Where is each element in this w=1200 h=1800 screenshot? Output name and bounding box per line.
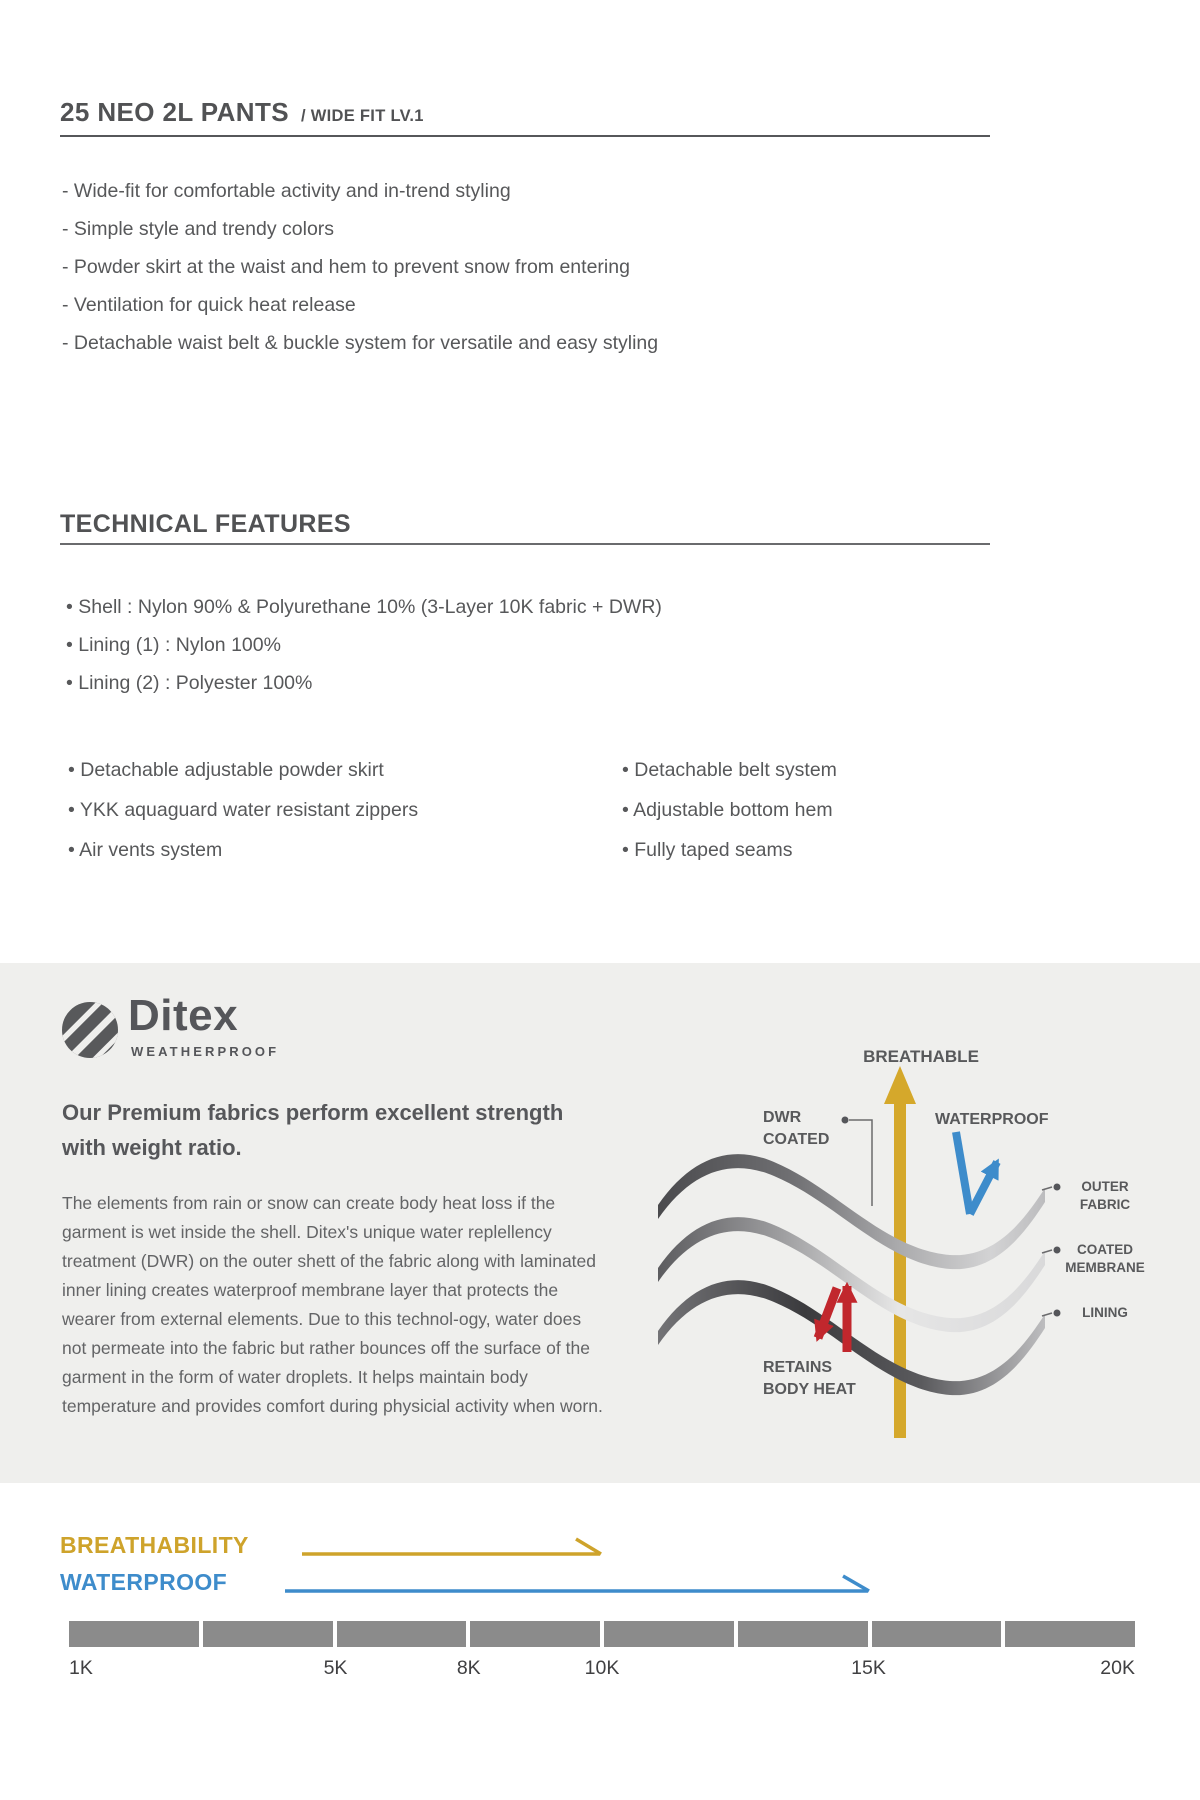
scale-segment xyxy=(203,1621,333,1647)
tech-item: • Detachable adjustable powder skirt xyxy=(68,759,384,781)
feature-item: - Ventilation for quick heat release xyxy=(62,294,356,316)
outer-fabric-dot xyxy=(1054,1184,1061,1191)
outer-fabric-label: OUTER xyxy=(1081,1179,1129,1194)
tech-item: • Fully taped seams xyxy=(622,839,793,861)
layer-callouts xyxy=(1042,1187,1052,1316)
scale-tick: 15K xyxy=(851,1657,886,1679)
material-item: • Lining (1) : Nylon 100% xyxy=(66,634,281,656)
scale-tick: 1K xyxy=(69,1657,93,1679)
coated-membrane-label: MEMBRANE xyxy=(1065,1260,1145,1275)
scale-segment xyxy=(1005,1621,1135,1647)
tech-item: • Adjustable bottom hem xyxy=(622,799,833,821)
tech-item: • Detachable belt system xyxy=(622,759,837,781)
coated-membrane-label: COATED xyxy=(1077,1242,1133,1257)
scale-segment xyxy=(470,1621,600,1647)
scale-segment xyxy=(69,1621,199,1647)
breathability-label: BREATHABILITY xyxy=(60,1532,249,1558)
scale-segment xyxy=(337,1621,467,1647)
waterproof-label: WATERPROOF xyxy=(935,1111,1049,1128)
waterproof-arrow xyxy=(956,1132,997,1214)
heat-arrows xyxy=(818,1286,847,1352)
rating-scale-bar xyxy=(69,1621,1135,1647)
dwr-label-line2: COATED xyxy=(763,1131,830,1148)
lining-dot xyxy=(1054,1310,1061,1317)
scale-segment xyxy=(872,1621,1002,1647)
scale-tick: 10K xyxy=(584,1657,620,1679)
feature-item: - Simple style and trendy colors xyxy=(62,218,335,240)
title-divider xyxy=(60,135,990,137)
ditex-brand-tagline: WEATHERPROOF xyxy=(131,1044,280,1059)
scale-tick: 20K xyxy=(1100,1657,1135,1679)
feature-list xyxy=(62,172,658,362)
retains-label-line1: RETAINS xyxy=(763,1359,833,1376)
tech-list-left xyxy=(68,750,418,870)
feature-item: - Wide-fit for comfortable activity and in-trend styling xyxy=(62,180,511,202)
coated-membrane-dot xyxy=(1054,1247,1061,1254)
feature-item: - Detachable waist belt & buckle system for versatile and easy styling xyxy=(62,332,659,354)
scale-segment xyxy=(604,1621,734,1647)
dwr-callout-dot xyxy=(842,1117,849,1124)
lining-label: LINING xyxy=(1082,1305,1128,1320)
ditex-paragraph: The elements from rain or snow can create body heat loss if the garment is wet inside the shell. Ditex's unique water replellency treatment (DWR) on the outer shett of the fabric along with laminated inner lining creates waterproof membrane layer that protects the wearer from external elements. Due to this technol-ogy, water does not permeate into the fabric but rather bounces off the surface of the garment in the form of water droplets. It helps maintain body temperature and provides comfort during physicial activity when worn. xyxy=(62,1193,603,1416)
scale-tick: 8K xyxy=(456,1657,481,1679)
scale-ticks xyxy=(69,1657,1135,1683)
dwr-callout-line xyxy=(849,1120,872,1206)
header xyxy=(60,97,424,128)
tech-item: • Air vents system xyxy=(68,839,223,861)
dwr-label-line1: DWR xyxy=(763,1109,802,1126)
tech-item: • YKK aquaguard water resistant zippers xyxy=(68,799,419,821)
outer-fabric-layer xyxy=(658,1154,1045,1269)
ditex-brand-name: Ditex xyxy=(128,991,239,1040)
performance-arrows xyxy=(0,1520,1200,1610)
feature-item: - Powder skirt at the waist and hem to prevent snow from entering xyxy=(62,256,630,278)
ditex-heading: Our Premium fabrics perform excellent strength with weight ratio. xyxy=(62,1100,564,1160)
fabric-layers-diagram xyxy=(640,1040,1160,1450)
outer-fabric-label: FABRIC xyxy=(1079,1197,1131,1212)
tech-list-right xyxy=(622,750,837,870)
breathability-arrow-line xyxy=(302,1539,601,1554)
ditex-band xyxy=(0,963,1200,1483)
retains-label-line2: BODY HEAT xyxy=(763,1381,856,1398)
technical-divider xyxy=(60,543,990,545)
breathable-label: BREATHABLE xyxy=(863,1047,979,1066)
scale-segment xyxy=(738,1621,868,1647)
material-item: • Lining (2) : Polyester 100% xyxy=(66,672,313,694)
page-title: 25 NEO 2L PANTS xyxy=(60,97,289,127)
scale-tick: 5K xyxy=(323,1657,348,1679)
materials-list xyxy=(66,588,662,702)
technical-features-heading: TECHNICAL FEATURES xyxy=(60,510,352,538)
ditex-logo-icon xyxy=(62,1002,118,1058)
waterproof-scale-label: WATERPROOF xyxy=(60,1569,228,1595)
waterproof-arrow-line xyxy=(285,1576,869,1591)
page-subtitle: / WIDE FIT LV.1 xyxy=(301,107,424,125)
material-item: • Shell : Nylon 90% & Polyurethane 10% (3-Layer 10K fabric + DWR) xyxy=(66,596,662,618)
